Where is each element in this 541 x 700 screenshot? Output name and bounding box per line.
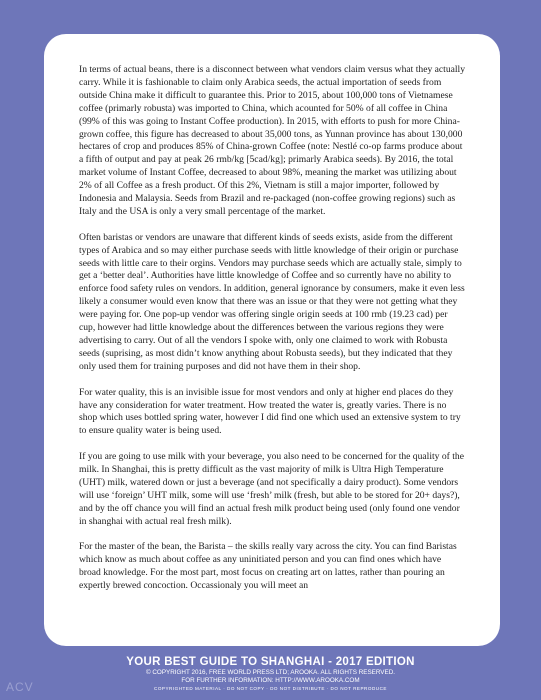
paragraph-vendors: Often baristas or vendors are unaware that different kinds of seeds exists, aside from the different types of Arabica and so may either purchase seeds with little knowledge of their origin or purchase seeds with little care to their orgins. Vendors may purchase seeds which are actually stale, simply to get a ‘better deal’. Authorities have little knowledge of Coffee and so currently have no ability to enforce food safety rules on vendors. In addition, general ignorance by consumers, make it even less likely a consumer would even know that there was an issue or that they were not getting what they were paying for. One pop-up vendor was offering single origin seeds at 100 rmb (19.23 cad) per cup, however had little knowledge about the differences between the various regions they were advertising to carry. Out of all the vendors I spoke with, only one claimed to work with Robusta seeds (suprising, as most didn’t know anything about Robusta seeds), but they indicated that they only used them for training purposes and did not have them in their shop. [79, 231, 465, 372]
watermark: ACV [6, 680, 34, 694]
paragraph-milk: If you are going to use milk with your beverage, you also need to be concerned for the quality of the milk. In Shanghai, this is pretty difficult as the vast majority of milk is Ultra High Temperature (UHT) milk, watered down or just a beverage (and not specifically a dairy product). Some vendors will use ‘foreign’ UHT milk, some will use ‘fresh’ milk (fresh, but able to be stored for 20+ days?), and by the off chance you will find an actual fresh milk product being used (only found one vendor in shanghai with actual real fresh milk). [79, 451, 464, 527]
paragraph-barista: For the master of the bean, the Barista – the skills really vary across the city. You can find Baristas which know as much about coffee as any uninitiated person and you can find ones which have broad knowledge. For the most part, most focus on creating art on lattes, rather than pouring an expertly brewed concoction. Occassionaly you will meet an [79, 541, 457, 592]
page-card [44, 34, 500, 646]
document-body [79, 64, 465, 606]
footer [0, 656, 541, 692]
footer-title: YOUR BEST GUIDE TO SHANGHAI - 2017 EDITION [126, 656, 415, 668]
footer-copyright: © COPYRIGHT 2016, FREE WORLD PRESS LTD; AROOKA. ALL RIGHTS RESERVED. [145, 669, 395, 676]
paragraph-beans: In terms of actual beans, there is a disconnect between what vendors claim versus what they actually carry. While it is fashionable to claim only Arabica seeds, the actual importation of seeds from outside China make it difficult to guarantee this. Prior to 2015, about 100,000 tons of Vietnamese coffee (primarly robusta) was imported to China, which acounted for 50% of all coffee in China (99% of this was going to Instant Coffee production). In 2015, with efforts to push for more China-grown coffee, this figure has decreased to about 35,000 tons, as Yunnan province has about 130,000 hectares of crop and produces 85% of China-grown Coffee (note: Nestlé co-op farms produce about a fifth of output and pay at peak 26 rmb/kg [5cad/kg]; primarly Arabica seeds). By 2016, the total market volume of Instant Coffee, decreased to about 98%, meaning the market was utilizing about 2% of all Coffee as a fresh product. Of this 2%, Vietnam is still a major importer, followed by Indonesia and Malaysia. Seeds from Brazil and re-packaged (non-coffee growing regions) such as Italy and the USA is only a very small percentage of the market. [79, 64, 466, 217]
footer-legal: COPYRIGHTED MATERIAL · DO NOT COPY · DO NOT DISTRIBUTE · DO NOT REPRODUCE [154, 686, 387, 691]
paragraph-water: For water quality, this is an invisible issue for most vendors and only at higher end places do they have any consideration for water treatment. How treated the water is, greatly varies. There is no shop which uses bottled spring water, however I did find one which used an extensive system to try to ensure quality water is being used. [79, 386, 461, 437]
footer-info: FOR FURTHER INFORMATION: HTTP://WWW.AROOKA.COM [181, 677, 360, 684]
